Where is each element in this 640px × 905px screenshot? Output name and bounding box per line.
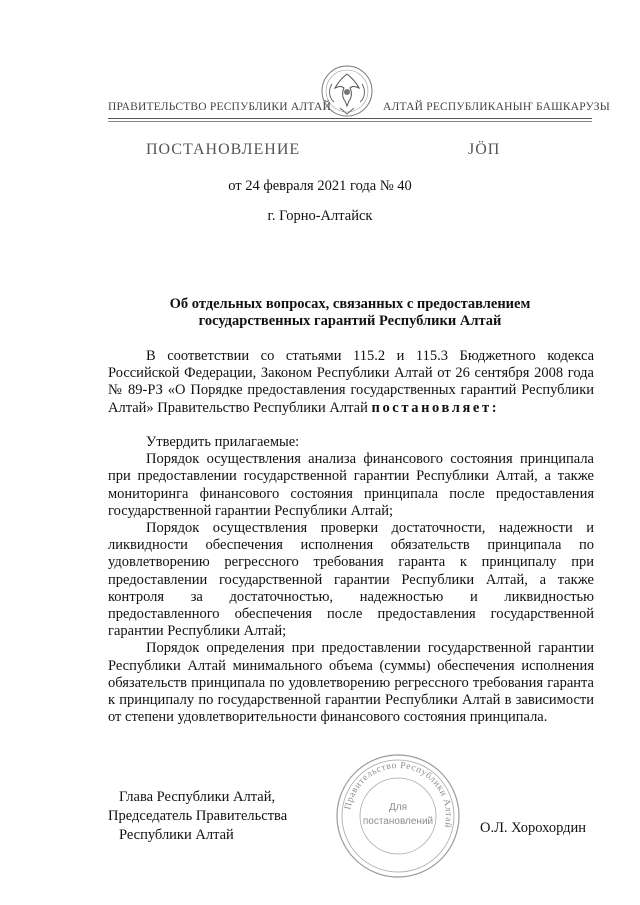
approve-line: Утвердить прилагаемые: bbox=[146, 434, 300, 450]
signer-position-line-3: Республики Алтай bbox=[119, 827, 234, 843]
government-name-alt: АЛТАЙ РЕСПУБЛИКАНЫҤ БАШКАРУЗЫ bbox=[383, 101, 610, 113]
approved-items bbox=[108, 434, 594, 726]
stamp-ring-text: Правительство Республики Алтай bbox=[343, 760, 454, 829]
document-city: г. Горно-Алтайск bbox=[267, 208, 373, 224]
title-line-2: государственных гарантий Республики Алтай bbox=[198, 313, 502, 329]
decree-word: постановляет: bbox=[371, 399, 500, 416]
preamble-text: В соответствии со статьями 115.2 и 115.3 Бюджетного кодекса Российской Федерации, Законом Республики Алтай от 26 сентября 2008 года № 89-РЗ «О Порядке предоставления государственных гарантий Республики Алтай» Правительство Республики Алтай bbox=[108, 348, 594, 416]
approved-item-3: Порядок определения при предоставлении государственной гарантии Республики Алтай минимального объема (суммы) обеспечения исполнения обязательств принципала по удовлетворению регрессного требования гаранта к принципалу по государственной гарантии Республики Алтай в зависимости от степени удовлетворительности финансового состояния принципала. bbox=[108, 640, 594, 726]
document-type-alt: ЈӦП bbox=[468, 141, 501, 158]
document-title bbox=[108, 296, 592, 330]
approved-item-1: Порядок осуществления анализа финансового состояния принципала при предоставлении государственной гарантии Республики Алтай, а также мониторинга финансового состояния принципала после предоставления государственной гарантии Республики Алтай; bbox=[108, 451, 594, 519]
government-name-ru: ПРАВИТЕЛЬСТВО РЕСПУБЛИКИ АЛТАЙ bbox=[108, 101, 332, 113]
document-date: от 24 февраля 2021 года № 40 bbox=[228, 178, 412, 194]
signer-position bbox=[108, 788, 287, 845]
approved-item-2: Порядок осуществления проверки достаточности, надежности и ликвидности обеспечения исполнения обязательств принципала по удовлетворению регрессного требования гаранта к принципалу при предоставлении государственной гарантии Республики Алтай, а также контроля за достаточностью, надежностью и ликвидностью предоставленного обеспечения после предоставления государственной гарантии Республики Алтай; bbox=[108, 520, 594, 640]
official-stamp bbox=[334, 752, 462, 880]
preamble-paragraph bbox=[108, 348, 594, 417]
title-line-1: Об отдельных вопросах, связанных с предоставлением bbox=[169, 296, 531, 312]
header-divider bbox=[108, 118, 592, 119]
stamp-center-line-2: постановлений bbox=[362, 816, 434, 827]
signer-position-line-1: Глава Республики Алтай, bbox=[119, 789, 276, 805]
document-type-ru: ПОСТАНОВЛЕНИЕ bbox=[146, 141, 301, 158]
signer-position-line-2: Председатель Правительства bbox=[108, 808, 288, 824]
stamp-center-line-1: Для bbox=[388, 802, 408, 813]
signer-name: О.Л. Хорохордин bbox=[480, 820, 587, 836]
header-divider-thin bbox=[108, 121, 592, 122]
coat-of-arms-icon bbox=[318, 62, 376, 124]
